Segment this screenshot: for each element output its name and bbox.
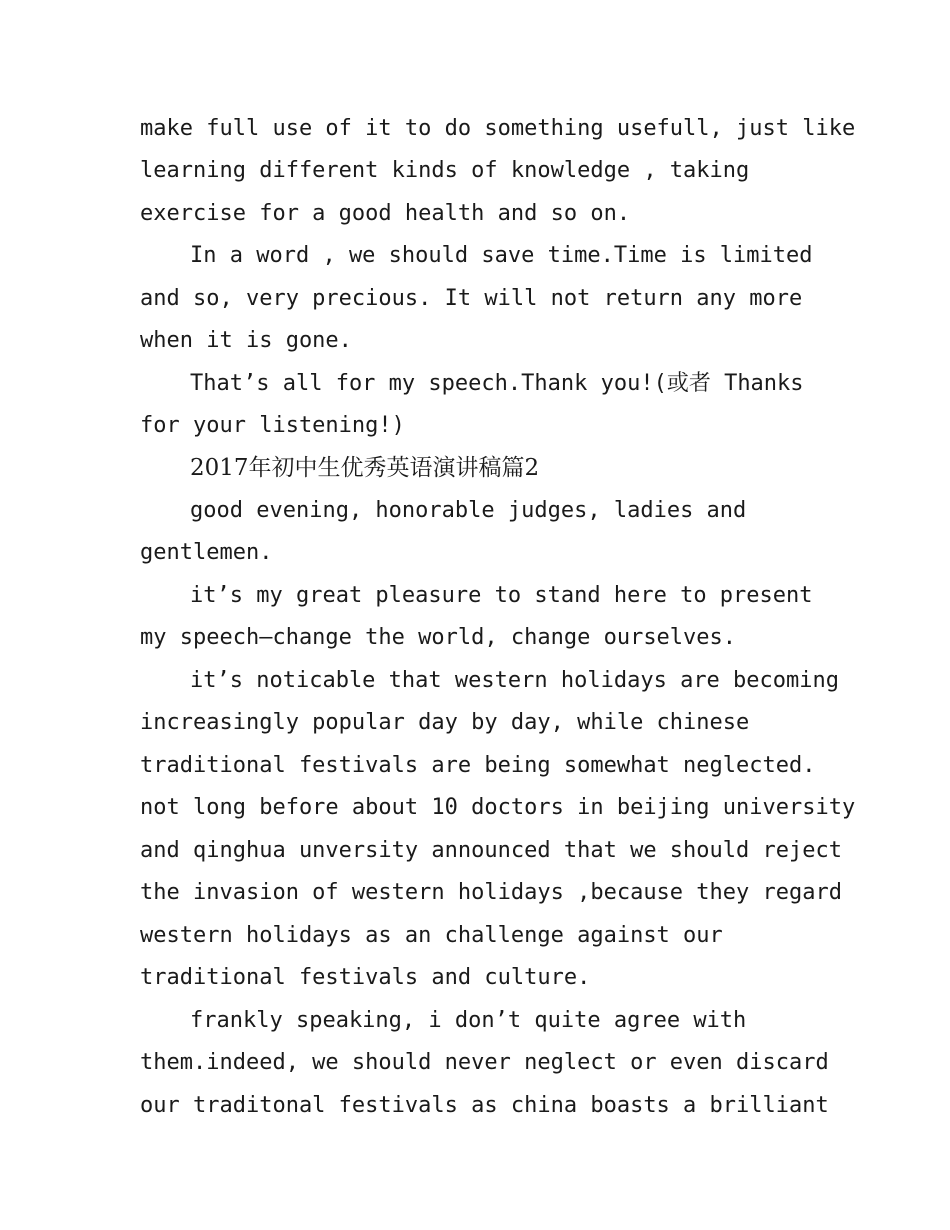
text-line: not long before about 10 doctors in beijing university xyxy=(140,795,856,820)
text-line: exercise for a good health and so on. xyxy=(140,201,631,226)
text-line: learning different kinds of knowledge , taking xyxy=(140,158,750,183)
paragraph-start-line: it’s noticable that western holidays are becoming xyxy=(190,668,840,693)
paragraph-start-line: In a word , we should save time.Time is limited xyxy=(190,243,813,268)
paragraph-start-line: That’s all for my speech.Thank you!(或者 Thanks xyxy=(190,371,804,396)
text-line: and qinghua unversity announced that we should reject xyxy=(140,838,842,863)
text-line: my speech—change the world, change ourselves. xyxy=(140,625,737,650)
text-line: our traditonal festivals as china boasts a brilliant xyxy=(140,1093,829,1118)
text-line: western holidays as an challenge against our xyxy=(140,923,723,948)
text-line: them.indeed, we should never neglect or even discard xyxy=(140,1050,829,1075)
text-line: traditional festivals and culture. xyxy=(140,965,591,990)
text-line: and so, very precious. It will not return any more xyxy=(140,286,803,311)
text-line: the invasion of western holidays ,because they regard xyxy=(140,880,842,905)
paragraph-start-line: good evening, honorable judges, ladies and xyxy=(190,498,747,523)
text-line: make full use of it to do something usefull, just like xyxy=(140,116,856,141)
paragraph-start-line: frankly speaking, i don’t quite agree with xyxy=(190,1008,747,1033)
section-heading: 2017年初中生优秀英语演讲稿篇2 xyxy=(190,455,540,481)
text-line: when it is gone. xyxy=(140,328,352,353)
paragraph-start-line: it’s my great pleasure to stand here to present xyxy=(190,583,813,608)
text-line: gentlemen. xyxy=(140,540,273,565)
text-line: for your listening!) xyxy=(140,413,405,438)
text-line: increasingly popular day by day, while chinese xyxy=(140,710,750,735)
text-line: traditional festivals are being somewhat neglected. xyxy=(140,753,816,778)
